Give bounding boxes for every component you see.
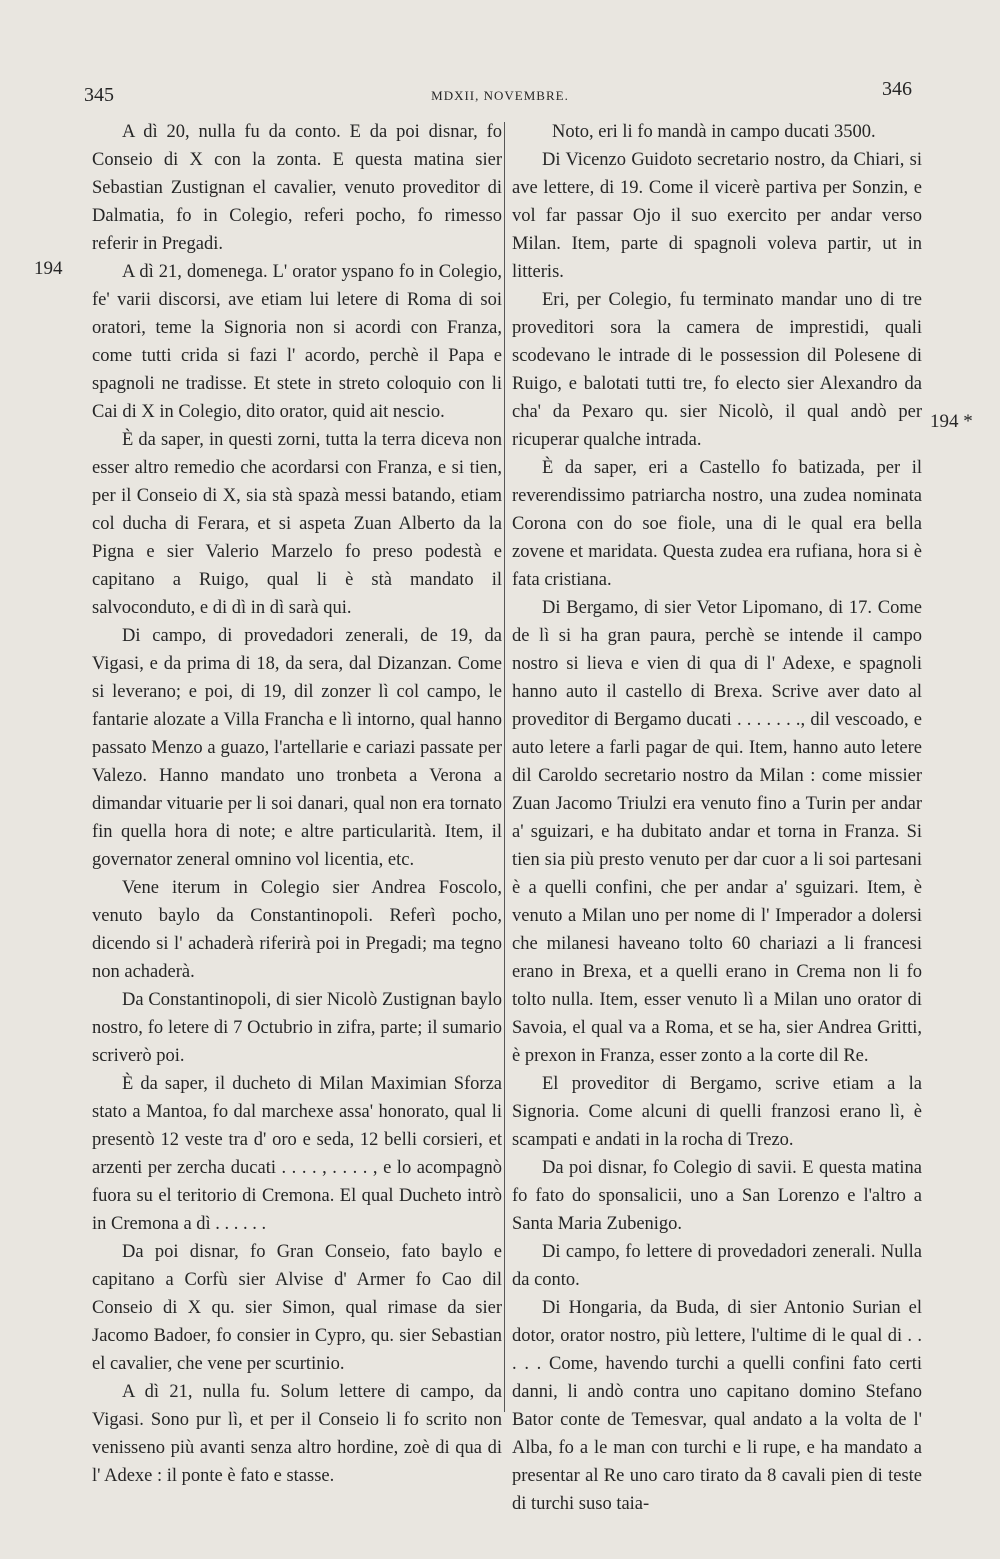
paragraph: È da saper, il ducheto di Milan Maximian Sforza stato a Mantoa, fo dal marchexe assa' honorato, qual li presentò 12 veste tra d' oro e seda, 12 belli corsieri, et arzenti per zercha ducati . . . . , . . . . , e lo acompagnò fuora su el teritorio di Cremona. El qual Ducheto intrò in Cremona a dì . . . . . . bbox=[92, 1074, 502, 1234]
paragraph: Da Constantinopoli, di sier Nicolò Zustignan baylo nostro, fo letere di 7 Octubrio in zifra, parte; il sumario scriverò poi. bbox=[92, 990, 502, 1066]
margin-note-left: 194 bbox=[34, 258, 63, 279]
paragraph: A dì 21, nulla fu. Solum lettere di campo, da Vigasi. Sono pur lì, et per il Conseio li fo scrito non venisseno più avanti senza altro hordine, zoè di qua di l' Adexe : il ponte è fato e stasse. bbox=[92, 1382, 502, 1486]
left-column bbox=[92, 118, 502, 1490]
paragraph: Di campo, fo lettere di provedadori zenerali. Nulla da conto. bbox=[512, 1242, 922, 1290]
paragraph: Da poi disnar, fo Colegio di savii. E questa matina fo fato do sponsalicii, uno a San Lorenzo e l'altro a Santa Maria Zubenigo. bbox=[512, 1158, 922, 1234]
paragraph: Noto, eri li fo mandà in campo ducati 3500. bbox=[552, 122, 876, 142]
paragraph: Vene iterum in Colegio sier Andrea Foscolo, venuto baylo da Constantinopoli. Referì pocho, dicendo si l' achaderà riferirà poi in Pregadi; ma tegno non achaderà. bbox=[92, 878, 502, 982]
paragraph: È da saper, in questi zorni, tutta la terra diceva non esser altro remedio che acordarsi con Franza, e si tien, per il Conseio di X, sia stà spazà messi batando, etiam col ducha di Ferara, et si aspeta Zuan Alberto da la Pigna e sier Valerio Marzelo fo preso podestà e capitano a Ruigo, qual li è stà mandato il salvoconduto, e di dì in dì sarà qui. bbox=[92, 430, 502, 618]
page-number-left: 345 bbox=[84, 84, 114, 106]
paragraph: Di Hongaria, da Buda, di sier Antonio Surian el dotor, orator nostro, più lettere, l'ultime di le qual di . . . . . Come, havendo turchi a quelli confini fato certi danni, li andò contra uno capitano domino Stefano Bator conte de Temesvar, qual andato a la volta de l' Alba, fo a le man con turchi e li rupe, e ha mandato a presentar al Re uno caro tirato da 8 cavali pien di teste di turchi suso taia- bbox=[512, 1298, 922, 1514]
right-column bbox=[512, 118, 922, 1518]
running-title: MDXII, NOVEMBRE. bbox=[431, 88, 569, 103]
paragraph: El proveditor di Bergamo, scrive etiam a la Signoria. Come alcuni di quelli franzosi erano lì, è scampati e andati in la rocha di Trezo. bbox=[512, 1074, 922, 1150]
page-number-right: 346 bbox=[882, 78, 912, 100]
paragraph: A dì 21, domenega. L' orator yspano fo in Colegio, fe' varii discorsi, ave etiam lui letere di Roma di soi oratori, teme la Signoria non si acordi con Franza, come tutti crida si fazi l' acordo, perchè il Papa e spagnoli ne tradisse. Et stete in streto coloquio con li Cai di X in Colegio, dito orator, quid ait nescio. bbox=[92, 262, 502, 422]
paragraph: Eri, per Colegio, fu terminato mandar uno di tre proveditori sora la camera de imprestidi, quali scodevano le intrade di le possession dil Polesene di Ruigo, e balotati tutti tre, fo electo sier Alexandro da cha' da Pexaro qu. sier Nicolò, il qual andò per ricuperar qualche intrada. bbox=[512, 290, 922, 450]
margin-note-right: 194 * bbox=[930, 411, 973, 432]
column-divider bbox=[504, 122, 505, 1412]
paragraph: Di Bergamo, di sier Vetor Lipomano, di 17. Come de lì si ha gran paura, perchè se intende il campo nostro si lieva e vien di qua di l' Adexe, e spagnoli hanno auto il castello di Brexa. Scrive aver dato al proveditor di Bergamo ducati . . . . . . ., dil vescoado, e auto letere a farli pagar de qui. Item, hanno auto letere dil Caroldo secretario nostro da Milan : come missier Zuan Jacomo Triulzi era venuto fino a Turin per andar a' sguizari, e ha dubitato andar et torna in Franza. Si tien sia più presto venuto per dar cuor a li soi partesani è a quelli confini, che per andar a' sguizari. Item, è venuto a Milan uno per nome di l' Imperador a dolersi che milanesi haveano tolto 60 chariazi a li francesi erano in Brexa, et a quelli erano in Crema non li fo tolto nulla. Item, esser venuto lì a Milan uno orator di Savoia, el qual va a Roma, et se ha, sier Andrea Gritti, è prexon in Franza, esser zonto a la corte dil Re. bbox=[512, 598, 922, 1066]
paragraph: Di Vicenzo Guidoto secretario nostro, da Chiari, si ave lettere, di 19. Come il vicerè partiva per Sonzin, e vol far passar Ojo il suo exercito per andar verso Milan. Item, parte di spagnoli voleva partir, ut in litteris. bbox=[512, 150, 922, 282]
paragraph: È da saper, eri a Castello fo batizada, per il reverendissimo patriarcha nostro, una zudea nominata Corona con do soe fiole, una di le qual era bella zovene et maridata. Questa zudea era rufiana, hora si è fata cristiana. bbox=[512, 458, 922, 590]
paragraph: A dì 20, nulla fu da conto. E da poi disnar, fo Conseio di X con la zonta. E questa matina sier Sebastian Zustignan el cavalier, venuto proveditor di Dalmatia, fo in Colegio, referi pocho, fo rimesso referir in Pregadi. bbox=[92, 122, 502, 254]
paragraph: Di campo, di provedadori zenerali, de 19, da Vigasi, e da prima di 18, da sera, dal Dizanzan. Come si leverano; e poi, di 19, dil zonzer lì col campo, le fantarie alozate a Villa Francha e lì intorno, qual hanno passato Menzo a guazo, l'artellarie e cariazi passate per Valezo. Hanno mandato uno tronbeta a Verona a dimandar vituarie per li soi danari, qual non era tornato fin quella hora di note; e altre particularità. Item, il governator zeneral omnino vol licentia, etc. bbox=[92, 626, 502, 870]
page-header bbox=[0, 78, 1000, 114]
paragraph: Da poi disnar, fo Gran Conseio, fato baylo e capitano a Corfù sier Alvise d' Armer fo Cao dil Conseio di X qu. sier Simon, qual rimase da sier Jacomo Badoer, fo consier in Cypro, qu. sier Sebastian el cavalier, che vene per scurtinio. bbox=[92, 1242, 502, 1374]
